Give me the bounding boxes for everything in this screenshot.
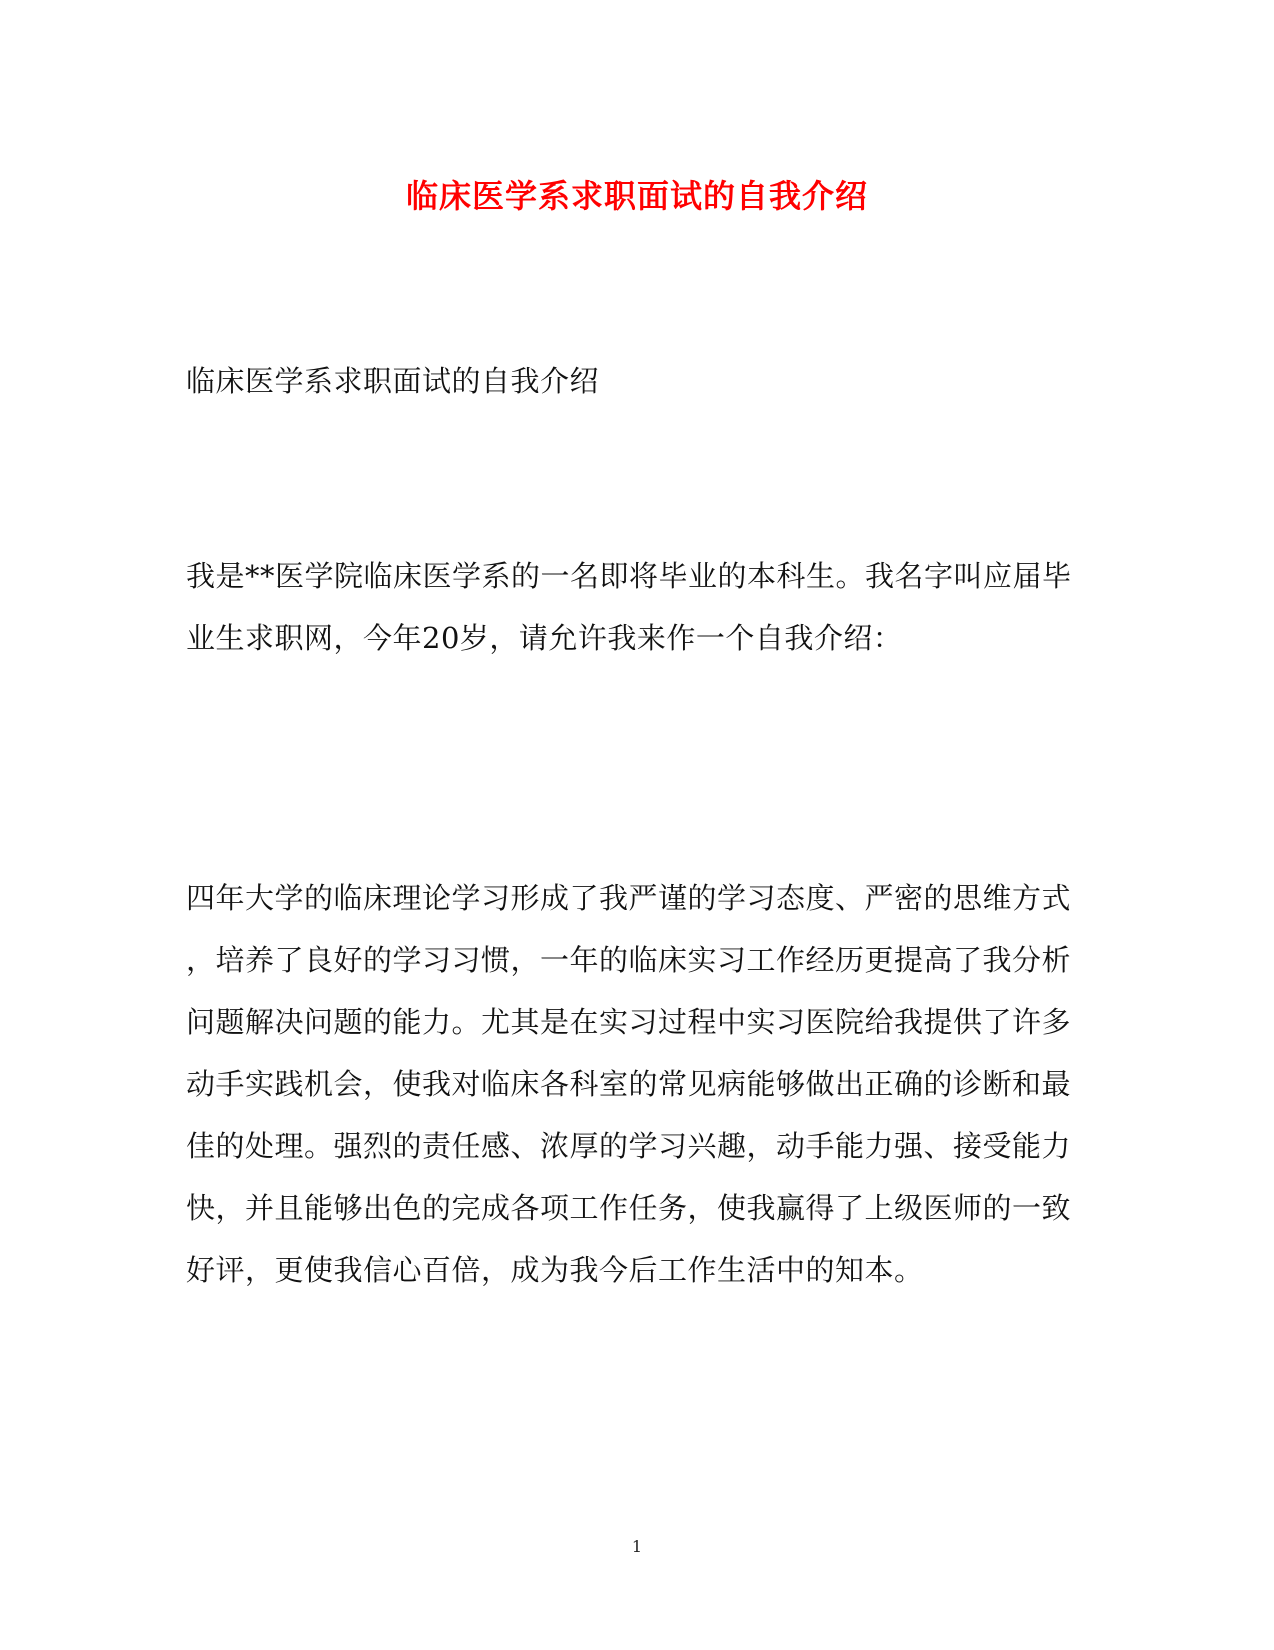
- paragraph-line: 好评，更使我信心百倍，成为我今后工作生活中的知本。: [186, 1253, 924, 1287]
- paragraph-body: [186, 867, 1072, 1301]
- document-subtitle: [186, 350, 1066, 412]
- paragraph-line: 问题解决问题的能力。尤其是在实习过程中实习医院给我提供了许多: [186, 1005, 1072, 1039]
- paragraph-line: 动手实践机会，使我对临床各科室的常见病能够做出正确的诊断和最: [186, 1067, 1072, 1101]
- subtitle-line: 临床医学系求职面试的自我介绍: [186, 364, 600, 398]
- paragraph-line: ，培养了良好的学习习惯，一年的临床实习工作经历更提高了我分析: [186, 943, 1072, 977]
- document-title: 临床医学系求职面试的自我介绍: [405, 177, 868, 215]
- paragraph-line: 我是**医学院临床医学系的一名即将毕业的本科生。我名字叫应届毕: [186, 559, 1072, 593]
- paragraph-line: 业生求职网，今年20岁，请允许我来作一个自我介绍：: [186, 621, 903, 655]
- paragraph-intro: [186, 545, 1072, 669]
- page-number: 1: [631, 1537, 643, 1556]
- paragraph-line: 佳的处理。强烈的责任感、浓厚的学习兴趣，动手能力强、接受能力: [186, 1129, 1072, 1163]
- paragraph-line: 快，并且能够出色的完成各项工作任务，使我赢得了上级医师的一致: [186, 1191, 1072, 1225]
- paragraph-line: 四年大学的临床理论学习形成了我严谨的学习态度、严密的思维方式: [186, 881, 1072, 915]
